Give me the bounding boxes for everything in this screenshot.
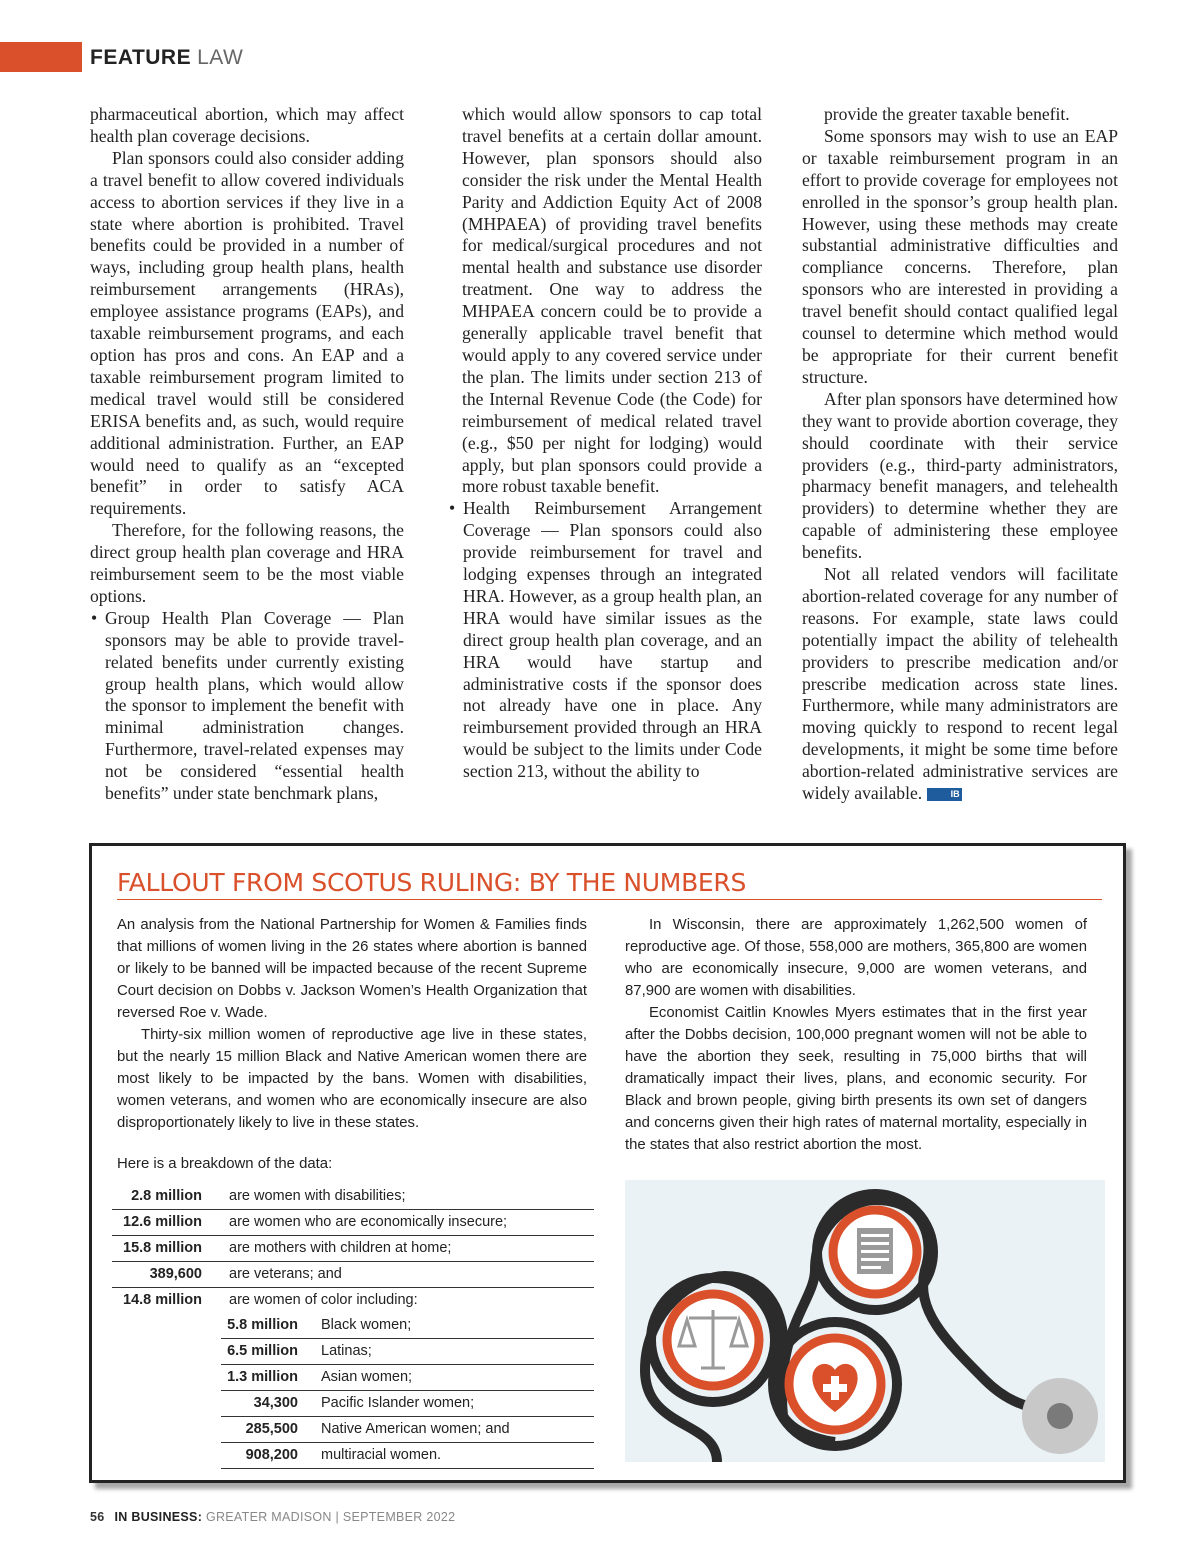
sidebar-right-text <box>625 914 1087 1156</box>
subrow-number: 1.3 million <box>227 1369 298 1385</box>
row-text: are women who are economically insecure; <box>229 1214 508 1230</box>
page-footer <box>90 1510 455 1524</box>
subrow-text: multiracial women. <box>321 1447 442 1463</box>
article-column-2 <box>448 104 762 783</box>
table-row <box>112 1288 594 1313</box>
sidebar-right-paragraph-2: Economist Caitlin Knowles Myers estimates that in the first year after the Dobbs decision, 100,000 pregnant women will not be able to have the abortion they seek, resulting in 75,000 births that will dramatically impact their lives, plans, and economic security. For Black and brown people, giving birth presents its own set of dangers and concerns given their high rates of maternal mortality, especially in the states that also restrict abortion the most. <box>625 1005 1087 1153</box>
subrow-number: 6.5 million <box>227 1343 298 1359</box>
sidebar-left-paragraph-1: An analysis from the National Partnership for Women & Families finds that millions of women living in the 26 states where abortion is banned or likely to be banned will be impacted because of the recent Supreme Court decision on Dobbs v. Jackson Women’s Health Organization that reversed Roe v. Wade. <box>117 917 587 1021</box>
sidebar-title-rule <box>117 899 1102 900</box>
row-number: 2.8 million <box>131 1188 202 1204</box>
table-subrow <box>221 1391 594 1417</box>
column1-paragraph-3: Therefore, for the following reasons, the direct group health plan coverage and HRA reimbursement seem to be the most viable options. <box>90 520 404 606</box>
sidebar-left-paragraph-2: Thirty-six million women of reproductive age live in these states, but the nearly 15 million Black and Native American women there are most likely to be impacted by the bans. Women with disabilities, women veterans, and women who are economically insecure are also disproportionately likely to live in these states. <box>117 1027 587 1131</box>
article-column-3 <box>802 104 1118 805</box>
subrow-text: Asian women; <box>321 1369 413 1385</box>
end-mark-icon: IB <box>927 788 962 801</box>
sidebar-title: FALLOUT FROM SCOTUS RULING: BY THE NUMBERS <box>117 868 747 897</box>
column3-paragraph-2: Some sponsors may wish to use an EAP or taxable reimbursement program in an effort to provide coverage for employees not enrolled in the sponsor’s group health plan. However, using these methods may create substantial administrative difficulties and compliance concerns. Therefore, plan sponsors who are interested in providing a travel benefit should contact qualified legal counsel to determine which method would be appropriate for their current benefit structure. <box>802 125 1118 387</box>
column1-paragraph-2: Plan sponsors could also consider adding a travel benefit to allow covered individuals access to abortion services if they live in a state where abortion is prohibited. Travel benefits could be provided in a number of ways, including group health plans, health reimbursement arrangements (HRAs), employee assistance programs (EAPs), and taxable reimbursement programs, and each option has pros and cons. An EAP and a taxable reimbursement program limited to medical travel would still be considered ERISA benefits and, as such, would require additional administration. Further, an EAP would need to qualify as an “excepted benefit” in order to satisfy ACA requirements. <box>90 147 404 519</box>
bullet-group-health-plan-continued: which would allow sponsors to cap total travel benefits at a certain dollar amount. However, plan sponsors should also consider the risk under the Mental Health Parity and Addiction Equity Act of 2008 (MHPAEA) of providing travel benefits for medical/surgical procedures and not mental health and substance use disorder treatment. One way to address the MHPAEA concern could be to provide a generally applicable travel benefit that would apply to any covered service under the plan. The limits under section 213 of the Internal Revenue Code (the Code) for reimbursement of medical related travel (e.g., $50 per night for lodging) would apply, but plan sponsors could provide a more robust taxable benefit. <box>462 104 762 497</box>
sidebar-left-text <box>117 914 587 1134</box>
publication-name: IN BUSINESS: <box>114 1510 203 1524</box>
table-subrow <box>221 1339 594 1365</box>
section-name: FEATURE <box>90 46 192 69</box>
table-row <box>112 1262 594 1288</box>
options-list-continued <box>448 498 762 783</box>
table-row <box>112 1184 594 1210</box>
row-text: are women with disabilities; <box>229 1188 406 1204</box>
table-subrow <box>221 1313 594 1339</box>
row-text: are women of color including: <box>229 1292 418 1308</box>
column3-paragraph-3: After plan sponsors have determined how they want to provide abortion coverage, they should coordinate with their service providers (e.g., third-party administrators, pharmacy benefit managers, and telehealth providers) to determine whether they are capable of administering these employee benefits. <box>802 388 1118 563</box>
column3-paragraph-4-text: Not all related vendors will facilitate abortion-related coverage for any number of reasons. For example, state laws could potentially impact the ability of telehealth providers to prescribe medication and/or prescribe medication across state lines. Furthermore, while many administrators are moving quickly to respond to recent legal developments, it might be some time before abortion-related administrative services are widely available. <box>802 564 1118 804</box>
article-column-1 <box>90 104 404 805</box>
page-number: 56 <box>90 1510 105 1524</box>
breakdown-table <box>112 1184 594 1469</box>
subrow-text: Latinas; <box>321 1343 372 1359</box>
subrow-text: Pacific Islander women; <box>321 1395 475 1411</box>
breakdown-intro: Here is a breakdown of the data: <box>117 1156 333 1172</box>
column1-paragraph-1: pharmaceutical abortion, which may affect health plan coverage decisions. <box>90 104 404 146</box>
subrow-text: Black women; <box>321 1317 412 1333</box>
subrow-number: 908,200 <box>245 1447 298 1463</box>
table-subrow <box>221 1365 594 1391</box>
row-number: 389,600 <box>149 1266 202 1282</box>
column3-paragraph-1: provide the greater taxable benefit. <box>824 104 1070 124</box>
row-number: 12.6 million <box>123 1214 202 1230</box>
bullet-group-health-plan: • Group Health Plan Coverage — Plan sponsors may be able to provide travel-related benefits under currently existing group health plans, which would allow the sponsor to implement the benefit with minimal administration changes. Furthermore, travel-related expenses may not be considered “essential health benefits” under state benchmark plans, <box>90 608 404 805</box>
subrow-text: Native American women; and <box>321 1421 510 1437</box>
options-list <box>90 608 404 805</box>
section-tab <box>0 42 82 72</box>
subrow-number: 5.8 million <box>227 1317 298 1333</box>
subrow-number: 34,300 <box>253 1395 298 1411</box>
document-icon <box>857 1228 893 1274</box>
table-row <box>112 1236 594 1262</box>
row-text: are mothers with children at home; <box>229 1240 452 1256</box>
subrow-number: 285,500 <box>245 1421 298 1437</box>
bullet-hra-coverage: • Health Reimbursement Arrangement Coverage — Plan sponsors could also provide reimbursement for travel and lodging expenses through an integrated HRA. However, as a group health plan, an HRA would have similar issues as the direct group health plan coverage, and an HRA would have startup and administrative costs if the sponsor does not already have one in place. Any reimbursement provided through an HRA would be subject to the limits under Code section 213, without the ability to <box>448 498 762 783</box>
sidebar-right-paragraph-1: In Wisconsin, there are approximately 1,262,500 women of reproductive age. Of those, 558,000 are mothers, 365,800 are women who are economically insecure, 9,000 are women veterans, and 87,900 are women with disabilities. <box>625 917 1087 999</box>
table-subrow <box>221 1417 594 1443</box>
table-subrow <box>221 1443 594 1469</box>
row-number: 14.8 million <box>123 1292 202 1308</box>
row-text: are veterans; and <box>229 1266 342 1282</box>
column3-paragraph-4 <box>802 564 1118 805</box>
subsection-name: LAW <box>197 46 244 69</box>
table-row <box>112 1210 594 1236</box>
healthcare-illustration <box>625 1180 1105 1462</box>
section-header <box>90 46 243 70</box>
stethoscope-icon <box>1022 1378 1098 1454</box>
row-number: 15.8 million <box>123 1240 202 1256</box>
sidebar-box <box>89 843 1126 1483</box>
edition-info: GREATER MADISON | SEPTEMBER 2022 <box>205 1510 456 1524</box>
